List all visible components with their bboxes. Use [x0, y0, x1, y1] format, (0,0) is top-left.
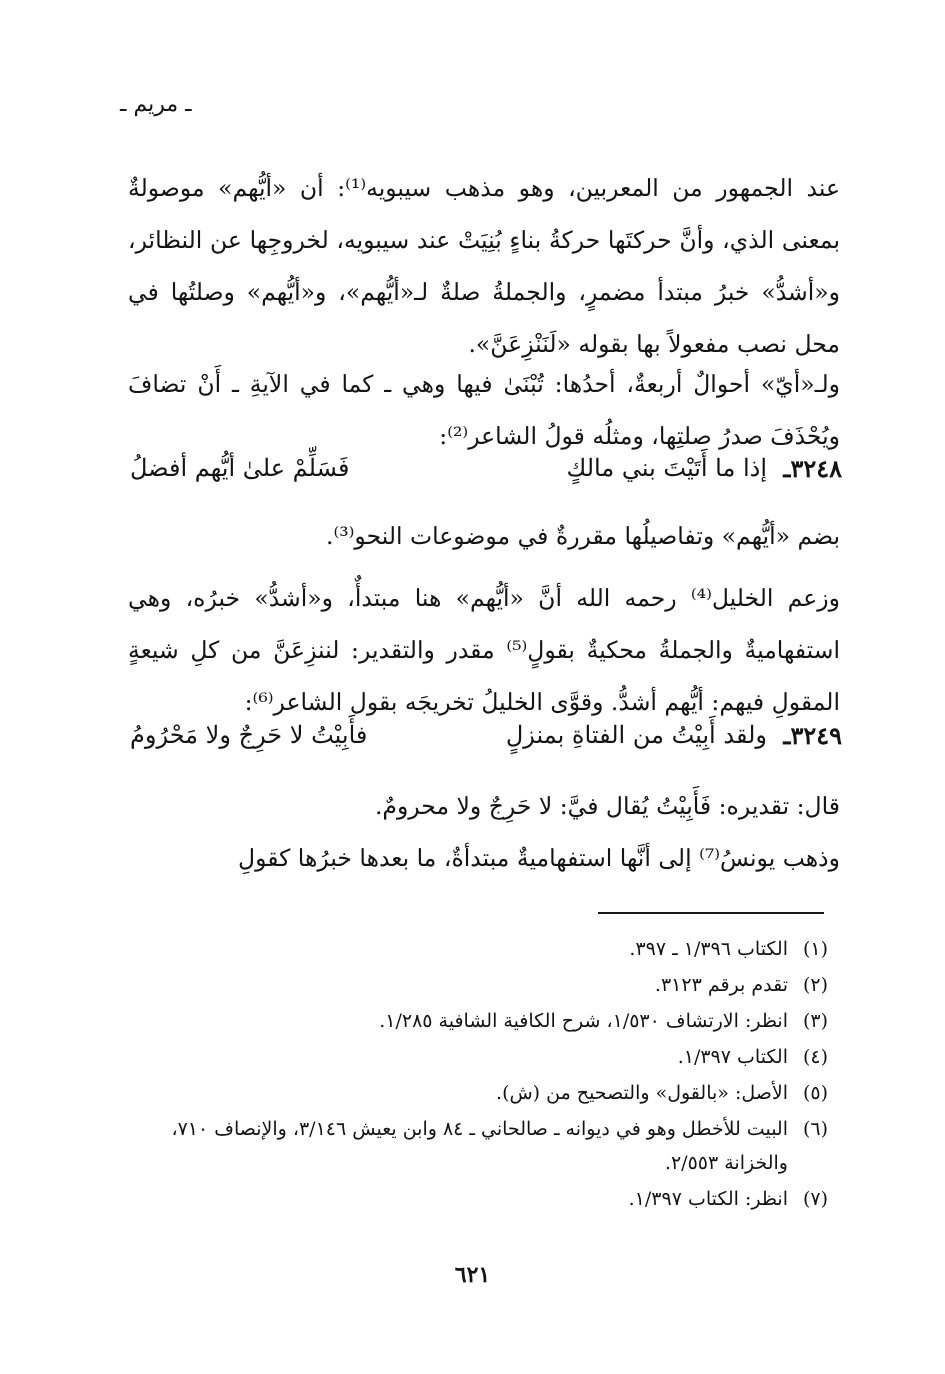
footnote-separator [598, 912, 824, 914]
footnote-text: الكتاب ١/٣٩٦ ـ ٣٩٧. [629, 938, 788, 960]
verse-second-hemistich: فَسَلِّمْ علىٰ أيُّهم أفضلُ [130, 454, 350, 482]
paragraph-4: وزعم الخليل⁽⁴⁾ رحمه الله أنَّ «أيُّهم» هنا مبتدأٌ، و«أشدُّ» خبرُه، وهي استفهاميةٌ والجملةُ محكيةٌ بقولٍ⁽⁵⁾ مقدر والتقدير: لننزِعَنَّ من كلِ شيعةٍ المقولِ فيهم: أيُّهم أشدُّ. وقوَّى الخليلُ تخريجَه بقول الشاعر⁽⁶⁾: [128, 584, 840, 716]
footnote-text: انظر: الارتشاف ١/٥٣٠، شرح الكافية الشافية ١/٢٨٥. [379, 1010, 788, 1032]
footnote-item [128, 1004, 828, 1038]
running-header: ـ مريم ـ [120, 92, 192, 117]
footnote-text: البيت للأخطل وهو في ديوانه ـ صالحاني ـ ٨٤ وابن يعيش ٣/١٤٦، والإنصاف ٧١٠، والخزانة ٢/٥٥٣. [171, 1118, 788, 1174]
footnote-item [128, 968, 828, 1002]
paragraph-2: ولـ«أيّ» أحوالٌ أربعةٌ، أحدُها: تُبْنَىٰ فيها وهي ـ كما في الآيةِ ـ أَنْ تضافَ ويُحْذَفَ صدرُ صلتِها، ومثلُه قولُ الشاعر⁽²⁾: [128, 370, 840, 450]
verse-first-hemistich: ولقد أَبِيْتُ من الفتاةِ بمنزلٍ [505, 721, 767, 749]
footnote-number: (٦) [802, 1118, 828, 1140]
footnote-number: (٧) [802, 1188, 828, 1210]
footnote-number: (٣) [802, 1010, 828, 1032]
verse-number: ٣٢٤٩ـ [783, 721, 842, 750]
footnote-text: الكتاب ١/٣٩٧. [677, 1046, 788, 1068]
paragraph-3: بضم «أيُّهم» وتفاصيلُها مقررةٌ في موضوعات النحو⁽³⁾. [325, 522, 840, 550]
footnote-item [128, 1112, 828, 1180]
footnote-item [128, 1182, 828, 1216]
paragraph-1: عند الجمهور من المعربين، وهو مذهب سيبويه⁽¹⁾: أن «أيُّهم» موصولةٌ بمعنى الذي، وأنَّ حركتَها حركةُ بناءٍ بُنِيَتْ عند سيبويه، لخروجِها عن النظائر، و«أشدُّ» خبرُ مبتدأ مضمرٍ، والجملةُ صلةٌ لـ«أيُّهم»، و«أيُّهم» وصلتُها في محل نصب مفعولاً بها بقوله «لَنَنْزِعَنَّ». [128, 174, 840, 358]
footnote-item [128, 1040, 828, 1074]
footnote-item [128, 932, 828, 966]
verse-3248 [130, 446, 842, 490]
footnote-number: (٥) [802, 1082, 828, 1104]
page-number: ٦٢١ [454, 1262, 491, 1288]
footnote-number: (١) [802, 938, 828, 960]
verse-second-hemistich: فأَبِيْتُ لا حَرِجٌ ولا مَحْرُومُ [130, 721, 368, 749]
footnote-number: (٢) [802, 974, 828, 996]
paragraph-6: وذهب يونسُ⁽⁷⁾ إلى أنَّها استفهاميةٌ مبتدأةٌ، ما بعدها خبرُها كقولِ [238, 844, 840, 872]
footnote-number: (٤) [802, 1046, 828, 1068]
footnotes [128, 932, 828, 1218]
footnote-item [128, 1076, 828, 1110]
footnote-text: انظر: الكتاب ١/٣٩٧. [628, 1188, 788, 1210]
paragraph-5: قال: تقديره: فَأَبِيْتُ يُقال فيَّ: لا حَرِجٌ ولا محرومٌ. [374, 792, 840, 820]
verse-3249 [130, 713, 842, 757]
verse-first-hemistich: إذا ما أَتَيْتَ بني مالكٍ [566, 454, 767, 482]
verse-number: ٣٢٤٨ـ [783, 454, 842, 483]
footnote-text: تقدم برقم ٣١٢٣. [654, 974, 788, 996]
footnote-text: الأصل: «بالقول» والتصحيح من (ش). [496, 1082, 788, 1104]
